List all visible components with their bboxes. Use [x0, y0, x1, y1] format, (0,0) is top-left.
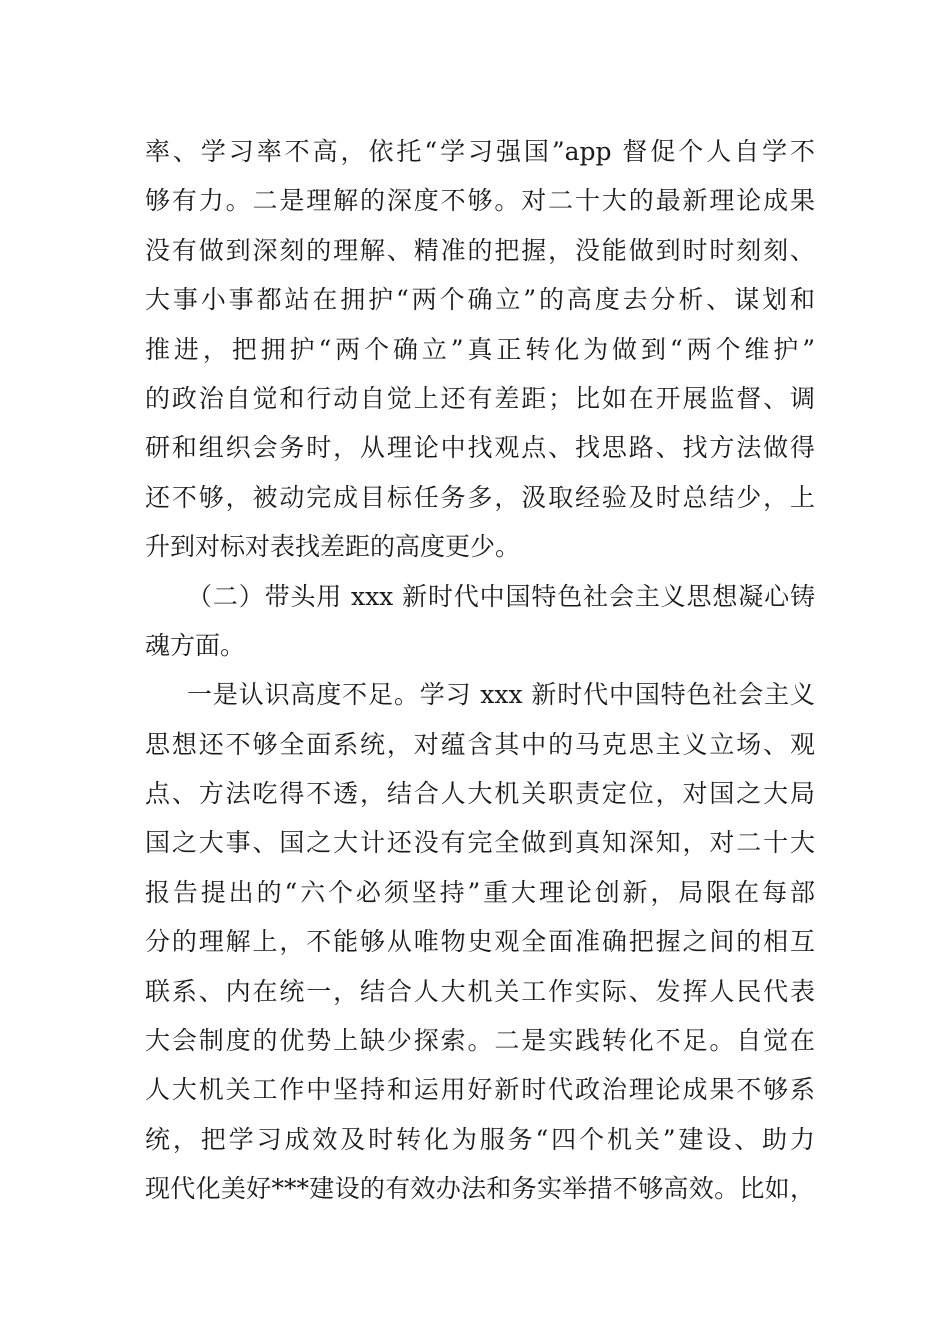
text-line: 升到对标对表找差距的高度更少。	[145, 532, 521, 562]
text-line: 国之大事、国之大计还没有完全做到真知深知，对二十大	[145, 828, 815, 858]
text-line: 思想还不够全面系统，对蕴含其中的马克思主义立场、观	[145, 729, 815, 759]
text-line: 大会制度的优势上缺少探索。二是实践转化不足。自觉在	[145, 1026, 815, 1056]
body-text	[145, 127, 815, 1214]
text-line: 统，把学习成效及时转化为服务“四个机关”建设、助力	[145, 1124, 815, 1154]
text-line: 人大机关工作中坚持和运用好新时代政治理论成果不够系	[145, 1075, 815, 1105]
text-line: 率、学习率不高，依托“学习强国”app 督促个人自学不	[145, 137, 815, 166]
text-line: 还不够，被动完成目标任务多，汲取经验及时总结少，上	[145, 482, 815, 512]
text-line: 报告提出的“六个必须坚持”重大理论创新，局限在每部	[145, 877, 815, 907]
text-line: 点、方法吃得不透，结合人大机关职责定位，对国之大局	[145, 779, 815, 809]
text-line: 现代化美好***建设的有效办法和务实举措不够高效。比如，	[145, 1174, 815, 1204]
text-line: 分的理解上，不能够从唯物史观全面准确把握之间的相互	[145, 927, 815, 957]
text-line: 联系、内在统一，结合人大机关工作实际、发挥人民代表	[145, 976, 815, 1006]
text-line: 推进，把拥护“两个确立”真正转化为做到“两个维护”	[145, 334, 815, 364]
section-heading-cont: 魂方面。	[145, 630, 246, 660]
text-line: 的政治自觉和行动自觉上还有差距；比如在开展监督、调	[145, 383, 815, 413]
section-heading: （二）带头用 xxx 新时代中国特色社会主义思想凝心铸	[187, 581, 815, 611]
text-line: 没有做到深刻的理解、精准的把握，没能做到时时刻刻、	[145, 235, 815, 265]
text-line: 研和组织会务时，从理论中找观点、找思路、找方法做得	[145, 433, 815, 463]
text-line: 一是认识高度不足。学习 xxx 新时代中国特色社会主义	[187, 680, 815, 710]
text-line: 大事小事都站在拥护“两个确立”的高度去分析、谋划和	[145, 285, 815, 315]
text-line: 够有力。二是理解的深度不够。对二十大的最新理论成果	[145, 186, 815, 216]
